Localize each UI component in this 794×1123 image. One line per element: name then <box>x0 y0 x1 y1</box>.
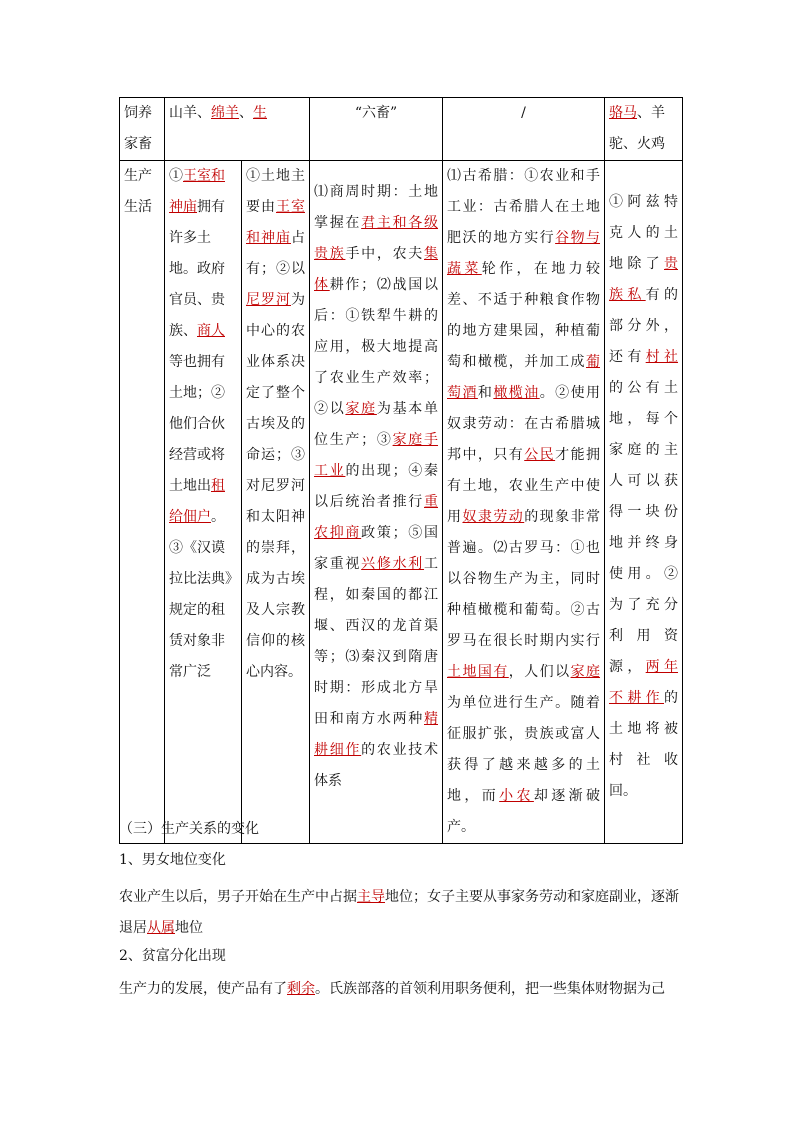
paragraph-wealth-gap: 生产力的发展，使产品有了剩余。氏族部落的首领利用职务便利，把一些集体财物据为己 <box>119 981 665 997</box>
subheading-wealth-gap: 2、贫富分化出现 <box>119 948 226 964</box>
cell-livestock-5: 骆马、羊驼、火鸡 <box>605 98 683 161</box>
row-label-livestock: 饲养家畜 <box>120 98 165 161</box>
cell-production-1: ①王室和神庙拥有许多土地。政府官员、贵族、商人等也拥有土地；②他们合伙经营或将土地出租给佃户。③《汉谟拉比法典》规定的租赁对象非常广泛 <box>165 161 242 844</box>
table-row <box>120 161 683 844</box>
paragraph-gender-status: 农业产生以后，男子开始在生产中占据主导地位；女子主要从事家务劳动和家庭副业，逐渐退居从属地位 <box>119 889 679 936</box>
subheading-gender-status: 1、男女地位变化 <box>119 852 226 868</box>
cell-production-3: ⑴商周时期：土地掌握在君主和各级贵族手中，农夫集体耕作；⑵战国以后：①铁犁牛耕的应用，极大地提高了农业生产效率；②以家庭为基本单位生产；③家庭手工业的出现；④秦以后统治者推行重农抑商政策；⑤国家重视兴修水利工程，如秦国的都江堰、西汉的龙首渠等；⑶秦汉到隋唐时期：形成北方旱田和南方水两种精耕细作的农业技术体系 <box>310 161 443 844</box>
table-row <box>120 98 683 161</box>
section-heading: （三）生产关系的变化 <box>119 821 259 837</box>
cell-production-2: ①土地主要由王室和神庙占有；②以尼罗河为中心的农业体系决定了整个古埃及的命运；③对尼罗河和太阳神的崇拜，成为古埃及人宗教信仰的核心内容。 <box>242 161 310 844</box>
cell-livestock-1: 山羊、绵羊、生 <box>165 98 310 161</box>
cell-production-5: ①阿兹特克人的土地除了贵族私有的部分外，还有村社的公有土地，每个家庭的主人可以获得一块份地并终身使用。②为了充分利用资源，两年不耕作的土地将被村社收回。 <box>605 161 683 844</box>
comparison-table <box>119 97 683 844</box>
cell-production-4: ⑴古希腊：①农业和手工业：古希腊人在土地肥沃的地方实行谷物与蔬菜轮作，在地力较差、不适于种粮食作物的地方建果园，种植葡萄和橄榄，并加工成葡萄酒和橄榄油。②使用奴隶劳动：在古希腊城邦中，只有公民才能拥有土地，农业生产中使用奴隶劳动的现象非常普遍。⑵古罗马：①也以谷物生产为主，同时种植橄榄和葡萄。②古罗马在很长时期内实行土地国有，人们以家庭为单位进行生产。随着征服扩张，贵族或富人获得了越来越多的土地，而小农却逐渐破产。 <box>443 161 605 844</box>
row-label-production: 生产生活 <box>120 161 165 844</box>
cell-livestock-4: / <box>443 98 605 161</box>
cell-livestock-3: “六畜” <box>310 98 443 161</box>
